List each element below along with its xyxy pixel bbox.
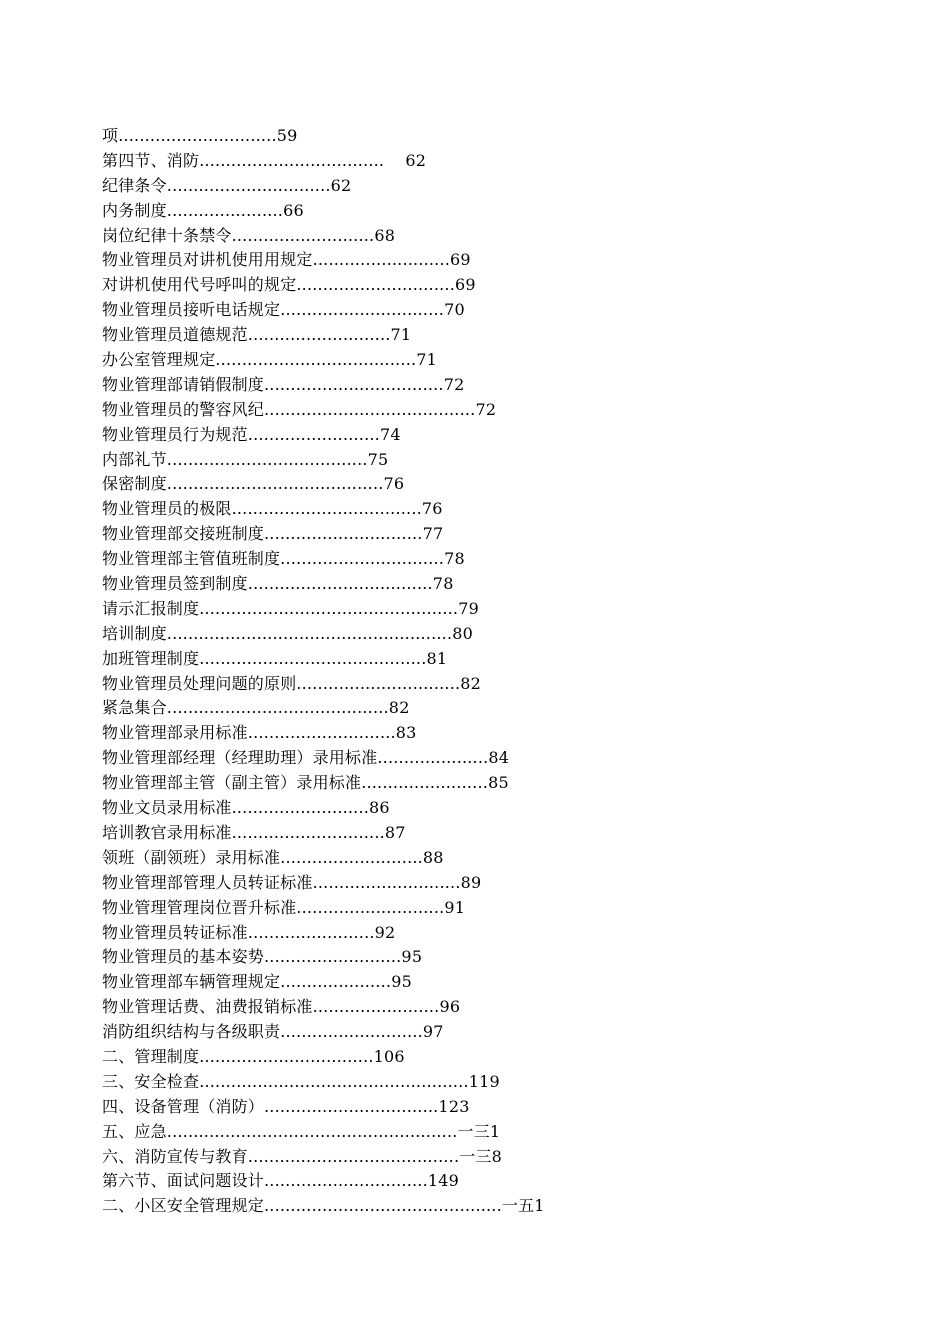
toc-entry: 物业管理部车辆管理规定.....................95 — [102, 972, 412, 992]
toc-entry: 培训制度......................................................80 — [102, 623, 473, 643]
toc-entry: 保密制度.........................................76 — [102, 474, 405, 494]
toc-entry: 物业管理部主管（副主管）录用标准........................85 — [102, 773, 509, 793]
toc-entry: 第六节、面试问题设计...............................149 — [102, 1171, 460, 1191]
toc-entry: 物业管理部请销假制度..................................72 — [102, 374, 465, 394]
toc-entry: 物业管理部经理（经理助理）录用标准.....................84 — [102, 748, 510, 768]
toc-entry: 物业管理员行为规范.........................74 — [102, 424, 401, 444]
toc-entry: 物业管理员签到制度...................................78 — [102, 574, 454, 594]
toc-entry: 物业文员录用标准..........................86 — [102, 798, 390, 818]
toc-entry: 三、安全检查...................................................119 — [102, 1071, 500, 1091]
toc-entry: 五、应急.......................................................一三1 — [102, 1121, 501, 1141]
toc-entry: 六、消防宣传与教育........................................一三8 — [102, 1146, 503, 1166]
toc-entry: 请示汇报制度.................................................79 — [102, 598, 479, 618]
toc-entry: 二、管理制度.................................106 — [102, 1046, 405, 1066]
toc-entry: 物业管理员的极限....................................76 — [102, 499, 443, 519]
toc-entry: 第四节、消防................................... 62 — [102, 150, 427, 170]
toc-entry: 物业管理话费、油费报销标准........................96 — [102, 997, 461, 1017]
toc-entry: 纪律条令...............................62 — [102, 175, 352, 195]
table-of-contents — [102, 124, 922, 1219]
toc-entry: 办公室管理规定......................................71 — [102, 350, 438, 370]
toc-entry: 物业管理管理岗位晋升标准............................91 — [102, 897, 466, 917]
toc-entry: 内务制度......................66 — [102, 200, 304, 220]
toc-entry: 内部礼节......................................75 — [102, 449, 389, 469]
toc-entry: 物业管理员对讲机使用用规定..........................69 — [102, 250, 471, 270]
toc-entry: 紧急集合..........................................82 — [102, 698, 410, 718]
toc-entry: 物业管理部主管值班制度...............................78 — [102, 549, 465, 569]
toc-entry: 四、设备管理（消防）.................................123 — [102, 1096, 470, 1116]
toc-entry: 项..............................59 — [102, 126, 298, 145]
toc-entry: 物业管理员转证标准........................92 — [102, 922, 396, 942]
toc-entry: 物业管理部管理人员转证标准............................89 — [102, 872, 482, 892]
toc-entry: 培训教官录用标准.............................87 — [102, 822, 406, 842]
toc-entry: 物业管理员接听电话规定...............................70 — [102, 300, 465, 320]
toc-entry: 物业管理部录用标准............................83 — [102, 723, 417, 743]
toc-entry: 物业管理部交接班制度..............................77 — [102, 524, 444, 544]
toc-entry: 领班（副领班）录用标准...........................88 — [102, 847, 444, 867]
toc-entry: 物业管理员道德规范...........................71 — [102, 325, 412, 345]
toc-entry: 物业管理员的警容风纪........................................72 — [102, 399, 497, 419]
toc-entry: 二、小区安全管理规定.............................................一五1 — [102, 1196, 545, 1216]
toc-entry: 岗位纪律十条禁令...........................68 — [102, 225, 396, 245]
toc-entry: 对讲机使用代号呼叫的规定..............................69 — [102, 275, 476, 295]
toc-entry: 加班管理制度...........................................81 — [102, 648, 448, 668]
toc-entry: 物业管理员的基本姿势..........................95 — [102, 947, 423, 967]
toc-entry: 消防组织结构与各级职责...........................97 — [102, 1022, 444, 1042]
toc-entry: 物业管理员处理问题的原则...............................82 — [102, 673, 482, 693]
